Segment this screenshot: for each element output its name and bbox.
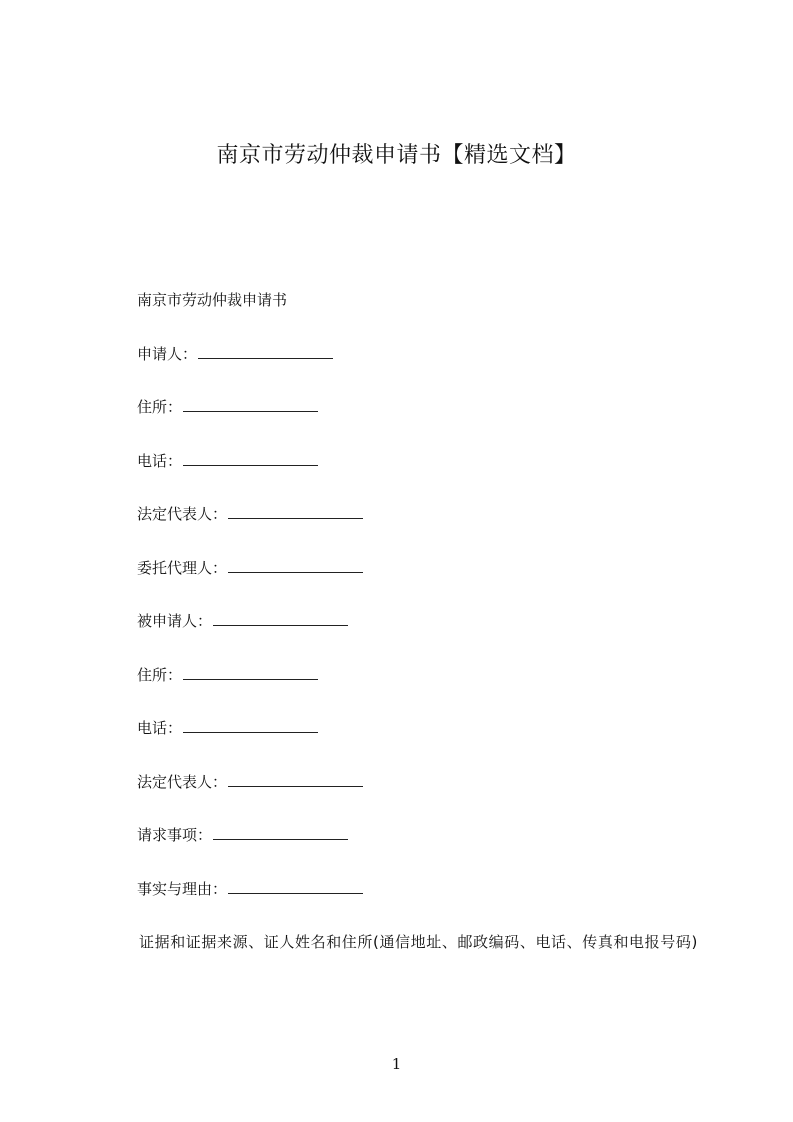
field-applicant-address	[137, 395, 737, 449]
fill-in-blank	[183, 718, 318, 733]
field-authorized-agent	[137, 556, 737, 610]
fill-in-blank	[228, 879, 363, 894]
field-label: 申请人：	[137, 344, 198, 363]
page-number: 1	[391, 1055, 402, 1073]
field-respondent	[137, 609, 737, 663]
field-respondent-address	[137, 663, 737, 717]
fill-in-blank	[228, 558, 363, 573]
document-title: 南京市劳动仲裁申请书【精选文档】	[216, 143, 577, 168]
field-respondent-phone	[137, 716, 737, 770]
field-label: 法定代表人：	[137, 772, 228, 791]
field-applicant	[137, 342, 737, 396]
fill-in-blank	[198, 344, 333, 359]
fill-in-blank	[213, 611, 348, 626]
fill-in-blank	[228, 772, 363, 787]
field-label: 法定代表人：	[137, 505, 228, 523]
field-applicant-legal-rep	[137, 502, 737, 556]
fill-in-blank	[183, 665, 318, 680]
field-label: 被申请人：	[137, 612, 213, 630]
evidence-paragraph: 证据和证据来源、证人姓名和住所(通信地址、邮政编码、电话、传真和电报号码)	[139, 933, 698, 951]
field-label: 委托代理人：	[137, 558, 228, 577]
field-label: 请求事项：	[137, 826, 213, 844]
field-label: 电话：	[137, 719, 183, 737]
field-respondent-legal-rep	[137, 770, 737, 824]
fill-in-blank	[228, 504, 363, 519]
field-label: 住所：	[137, 665, 183, 684]
fill-in-blank	[213, 825, 348, 840]
form-field-list	[137, 288, 737, 930]
field-facts-and-reasons	[137, 877, 737, 931]
field-applicant-phone	[137, 449, 737, 503]
field-label: 电话：	[137, 451, 183, 470]
field-claims	[137, 823, 737, 877]
fill-in-blank	[183, 397, 318, 412]
fill-in-blank	[183, 451, 318, 466]
field-label: 事实与理由：	[137, 879, 228, 898]
form-heading: 南京市劳动仲裁申请书	[137, 291, 288, 309]
field-label: 住所：	[137, 398, 183, 416]
